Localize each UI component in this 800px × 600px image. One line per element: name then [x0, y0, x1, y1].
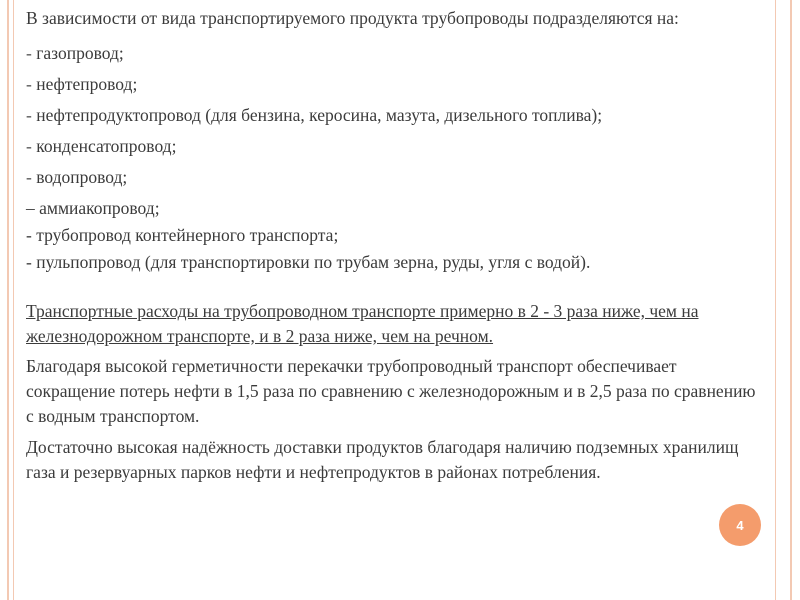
frame-line-left: [7, 0, 9, 600]
list-dash: -: [26, 136, 37, 156]
list-item-text: водопровод;: [36, 167, 128, 187]
list-dash: -: [26, 43, 37, 63]
page-number-badge: 4: [719, 504, 761, 546]
list-dash: -: [26, 225, 37, 245]
cost-comparison-text: Транспортные расходы на трубопроводном транспорте примерно в 2 - 3 раза ниже, чем на железнодорожном транспорте, и в 2 раза ниже, чем на речном.: [26, 301, 699, 346]
intro-text: В зависимости от вида транспортируемого продукта трубопроводы подразделяются на:: [26, 8, 679, 28]
frame-line-left-inner: [13, 0, 14, 600]
list-item: [26, 223, 766, 248]
list-item: [26, 103, 766, 128]
list-dash: –: [26, 198, 40, 218]
list-dash: -: [26, 167, 37, 187]
frame-line-right-inner: [775, 0, 776, 600]
list-dash: -: [26, 74, 37, 94]
list-item-text: нефтепродуктопровод (для бензина, керосина, мазута, дизельного топлива);: [36, 105, 603, 125]
frame-line-right: [790, 0, 792, 600]
list-item-text: газопровод;: [36, 43, 124, 63]
list-item: [26, 41, 766, 66]
list-item: [26, 165, 766, 190]
reliability-text: Достаточно высокая надёжность доставки продуктов благодаря наличию подземных хранилищ газа и резервуарных парков нефти и нефтепродуктов в районах потребления.: [26, 437, 739, 482]
list-dash: -: [26, 105, 37, 125]
leak-reduction-text: Благодаря высокой герметичности перекачки трубопроводный транспорт обеспечивает сокращение потерь нефти в 1,5 раза по сравнению с железнодорожным и в 2,5 раза по сравнению с водным транспортом.: [26, 356, 756, 426]
list-item-text: нефтепровод;: [36, 74, 138, 94]
list-item-text: трубопровод контейнерного транспорта;: [36, 225, 339, 245]
pipeline-types-list: [26, 41, 766, 275]
list-item-text: пульпопровод (для транспортировки по трубам зерна, руды, угля с водой).: [36, 252, 591, 272]
list-item: [26, 196, 766, 221]
spacer: [26, 277, 766, 299]
list-item: [26, 250, 766, 275]
list-item: [26, 134, 766, 159]
list-item-text: аммиакопровод;: [39, 198, 160, 218]
list-dash: -: [26, 252, 37, 272]
slide-content: [26, 6, 766, 491]
list-item: [26, 72, 766, 97]
list-item-text: конденсатопровод;: [36, 136, 177, 156]
